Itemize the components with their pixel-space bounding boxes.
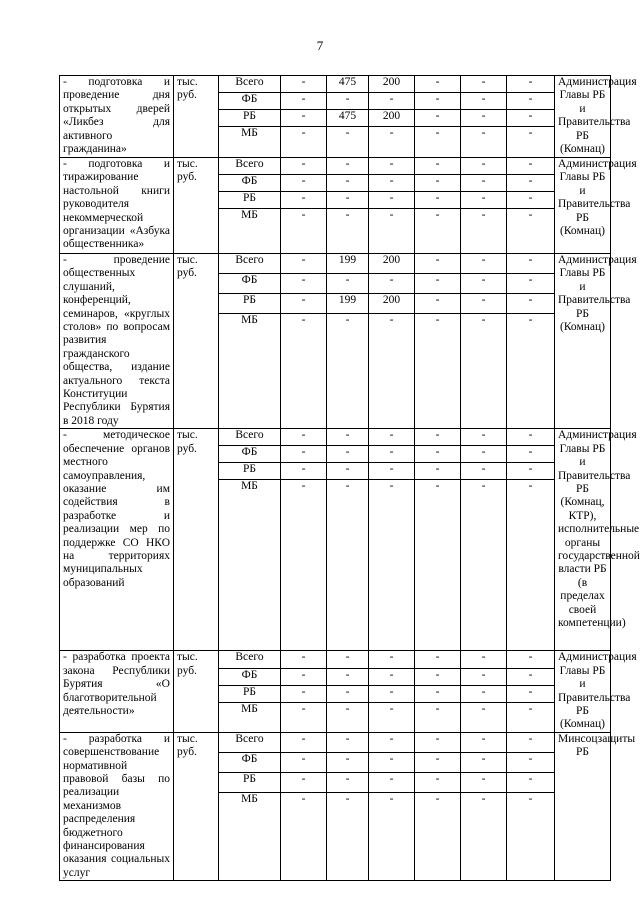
value-cell: -	[281, 773, 327, 793]
value-cell: -	[507, 158, 555, 175]
value-cell: -	[281, 192, 327, 209]
value-cell: -	[369, 313, 415, 429]
responsible-cell: Администрация Главы РБ и Правительства РБ (Комнац)	[555, 76, 611, 158]
value-cell: -	[281, 293, 327, 313]
value-cell: -	[461, 110, 507, 127]
value-cell: -	[507, 293, 555, 313]
value-cell: -	[327, 429, 369, 446]
value-cell: -	[369, 429, 415, 446]
program-activities-table	[59, 75, 640, 881]
value-cell: -	[281, 127, 327, 158]
value-cell: -	[281, 651, 327, 668]
value-cell: 200	[369, 254, 415, 274]
value-cell: -	[507, 668, 555, 685]
value-cell: -	[461, 313, 507, 429]
value-cell: -	[461, 254, 507, 274]
value-cell: -	[415, 685, 461, 702]
unit-cell: тыс. руб.	[174, 254, 219, 429]
value-cell: -	[461, 93, 507, 110]
value-cell: -	[327, 209, 369, 254]
value-cell: -	[369, 732, 415, 752]
value-cell: 199	[327, 293, 369, 313]
value-cell: -	[507, 175, 555, 192]
value-cell: -	[369, 446, 415, 463]
value-cell: -	[281, 209, 327, 254]
value-cell: -	[461, 651, 507, 668]
funding-source-cell: РБ	[219, 293, 281, 313]
value-cell: -	[281, 93, 327, 110]
value-cell: -	[461, 446, 507, 463]
value-cell: -	[461, 703, 507, 733]
value-cell: -	[415, 651, 461, 668]
value-cell: -	[415, 480, 461, 651]
value-cell: -	[461, 773, 507, 793]
value-cell: -	[327, 273, 369, 293]
page-number: 7	[316, 38, 324, 53]
funding-source-cell: ФБ	[219, 752, 281, 772]
value-cell: -	[327, 313, 369, 429]
value-cell: -	[507, 703, 555, 733]
value-cell: -	[461, 732, 507, 752]
value-cell: -	[507, 793, 555, 881]
unit-cell: тыс. руб.	[174, 732, 219, 880]
funding-source-cell: МБ	[219, 703, 281, 733]
value-cell: -	[327, 463, 369, 480]
value-cell: -	[461, 158, 507, 175]
activity-cell: - разработка проекта закона Республики Бурятия «О благотворительной деятельности»	[60, 651, 174, 732]
value-cell: -	[415, 793, 461, 881]
funding-source-cell: Всего	[219, 429, 281, 446]
value-cell: -	[507, 127, 555, 158]
value-cell: -	[507, 110, 555, 127]
responsible-cell: Администрация Главы РБ и Правительства РБ (Комнац)	[555, 651, 611, 732]
funding-source-cell: Всего	[219, 732, 281, 752]
value-cell: -	[415, 732, 461, 752]
funding-source-cell: Всего	[219, 76, 281, 93]
responsible-cell: Администрация Главы РБ и Правительства РБ (Комнац)	[555, 254, 611, 429]
value-cell: -	[281, 110, 327, 127]
funding-source-cell: МБ	[219, 480, 281, 651]
funding-source-cell: РБ	[219, 773, 281, 793]
value-cell: -	[369, 127, 415, 158]
value-cell: -	[415, 127, 461, 158]
value-cell: -	[415, 209, 461, 254]
funding-source-cell: РБ	[219, 110, 281, 127]
value-cell: 475	[327, 76, 369, 93]
value-cell: -	[281, 703, 327, 733]
value-cell: -	[415, 175, 461, 192]
unit-cell: тыс. руб.	[174, 158, 219, 254]
value-cell: -	[415, 446, 461, 463]
value-cell: -	[461, 192, 507, 209]
responsible-cell: Администрация Главы РБ и Правительства РБ (Комнац)	[555, 158, 611, 254]
table-row	[60, 76, 611, 93]
value-cell: -	[415, 463, 461, 480]
value-cell: -	[327, 192, 369, 209]
value-cell: -	[369, 773, 415, 793]
unit-cell: тыс. руб.	[174, 651, 219, 732]
value-cell: -	[415, 773, 461, 793]
funding-source-cell: ФБ	[219, 93, 281, 110]
value-cell: -	[507, 685, 555, 702]
table-row	[60, 158, 611, 175]
funding-source-cell: ФБ	[219, 175, 281, 192]
funding-source-cell: РБ	[219, 463, 281, 480]
responsible-cell: Минсоцзащиты РБ	[555, 732, 611, 880]
value-cell: -	[507, 429, 555, 446]
funding-source-cell: ФБ	[219, 446, 281, 463]
value-cell: -	[281, 668, 327, 685]
value-cell: -	[369, 668, 415, 685]
value-cell: -	[461, 685, 507, 702]
value-cell: -	[415, 313, 461, 429]
value-cell: -	[281, 793, 327, 881]
table-row	[60, 732, 611, 752]
value-cell: -	[507, 480, 555, 651]
value-cell: -	[281, 273, 327, 293]
value-cell: -	[281, 752, 327, 772]
funding-source-cell: МБ	[219, 793, 281, 881]
value-cell: -	[415, 110, 461, 127]
value-cell: -	[369, 209, 415, 254]
table-row	[60, 254, 611, 274]
value-cell: -	[461, 209, 507, 254]
value-cell: -	[369, 752, 415, 772]
value-cell: -	[415, 254, 461, 274]
value-cell: 199	[327, 254, 369, 274]
value-cell: -	[461, 668, 507, 685]
value-cell: -	[369, 793, 415, 881]
funding-source-cell: Всего	[219, 254, 281, 274]
value-cell: 200	[369, 293, 415, 313]
value-cell: -	[507, 76, 555, 93]
value-cell: -	[507, 732, 555, 752]
value-cell: -	[461, 273, 507, 293]
value-cell: -	[327, 703, 369, 733]
value-cell: -	[369, 192, 415, 209]
value-cell: -	[369, 703, 415, 733]
value-cell: -	[507, 254, 555, 274]
value-cell: -	[415, 703, 461, 733]
activity-cell: - методическое обеспечение органов местного самоуправления, оказание им содействия в разработке и реализации мер по поддержке СО НКО на территориях муниципальных образований	[60, 429, 174, 651]
value-cell: -	[507, 651, 555, 668]
value-cell: -	[327, 752, 369, 772]
value-cell: -	[281, 175, 327, 192]
value-cell: 475	[327, 110, 369, 127]
value-cell: -	[369, 175, 415, 192]
value-cell: -	[327, 446, 369, 463]
value-cell: -	[507, 93, 555, 110]
value-cell: -	[327, 668, 369, 685]
value-cell: -	[461, 127, 507, 158]
value-cell: -	[281, 313, 327, 429]
value-cell: -	[327, 175, 369, 192]
value-cell: -	[461, 793, 507, 881]
activity-cell: - проведение общественных слушаний, конференций, семинаров, «круглых столов» по вопросам развития гражданского общества, издание актуального текста Конституции Республики Бурятия в 2018 году	[60, 254, 174, 429]
funding-source-cell: РБ	[219, 192, 281, 209]
value-cell: -	[369, 651, 415, 668]
funding-source-cell: Всего	[219, 158, 281, 175]
value-cell: -	[507, 273, 555, 293]
activity-cell: - разработка и совершенствование нормативной правовой базы по реализации механизмов распределения бюджетного финансирования оказания социальных услуг	[60, 732, 174, 880]
value-cell: -	[281, 446, 327, 463]
value-cell: -	[281, 480, 327, 651]
value-cell: -	[461, 752, 507, 772]
value-cell: -	[369, 685, 415, 702]
value-cell: -	[281, 254, 327, 274]
value-cell: -	[461, 175, 507, 192]
value-cell: -	[507, 313, 555, 429]
responsible-cell: Администрация Главы РБ и Правительства РБ (Комнац, КТР), исполнительные органы государственной власти РБ (в пределах своей компетенции)	[555, 429, 611, 651]
value-cell: -	[507, 192, 555, 209]
value-cell: -	[281, 732, 327, 752]
value-cell: -	[461, 293, 507, 313]
value-cell: -	[327, 773, 369, 793]
funding-source-cell: МБ	[219, 313, 281, 429]
funding-source-cell: МБ	[219, 209, 281, 254]
value-cell: -	[327, 127, 369, 158]
value-cell: -	[507, 446, 555, 463]
funding-source-cell: ФБ	[219, 273, 281, 293]
value-cell: -	[281, 429, 327, 446]
value-cell: -	[461, 480, 507, 651]
value-cell: -	[415, 293, 461, 313]
value-cell: -	[507, 209, 555, 254]
value-cell: -	[369, 463, 415, 480]
value-cell: -	[461, 463, 507, 480]
value-cell: -	[461, 429, 507, 446]
value-cell: -	[415, 192, 461, 209]
value-cell: 200	[369, 110, 415, 127]
value-cell: -	[327, 651, 369, 668]
funding-source-cell: Всего	[219, 651, 281, 668]
activity-cell: - подготовка и тиражирование настольной книги руководителя некоммерческой организации «Азбука общественника»	[60, 158, 174, 254]
value-cell: -	[327, 732, 369, 752]
value-cell: 200	[369, 76, 415, 93]
table-row	[60, 651, 611, 668]
value-cell: -	[415, 752, 461, 772]
activity-cell: - подготовка и проведение дня открытых дверей «Ликбез для активного гражданина»	[60, 76, 174, 158]
value-cell: -	[415, 158, 461, 175]
value-cell: -	[507, 463, 555, 480]
value-cell: -	[415, 429, 461, 446]
value-cell: -	[415, 76, 461, 93]
funding-source-cell: ФБ	[219, 668, 281, 685]
value-cell: -	[507, 773, 555, 793]
value-cell: -	[415, 273, 461, 293]
table-row	[60, 429, 611, 446]
value-cell: -	[327, 158, 369, 175]
value-cell: -	[281, 76, 327, 93]
value-cell: -	[369, 273, 415, 293]
value-cell: -	[369, 158, 415, 175]
value-cell: -	[415, 93, 461, 110]
value-cell: -	[327, 93, 369, 110]
unit-cell: тыс. руб.	[174, 429, 219, 651]
value-cell: -	[327, 793, 369, 881]
funding-source-cell: РБ	[219, 685, 281, 702]
value-cell: -	[327, 685, 369, 702]
funding-source-cell: МБ	[219, 127, 281, 158]
value-cell: -	[281, 158, 327, 175]
value-cell: -	[281, 685, 327, 702]
value-cell: -	[369, 93, 415, 110]
unit-cell: тыс. руб.	[174, 76, 219, 158]
value-cell: -	[369, 480, 415, 651]
value-cell: -	[507, 752, 555, 772]
value-cell: -	[461, 76, 507, 93]
value-cell: -	[415, 668, 461, 685]
value-cell: -	[327, 480, 369, 651]
value-cell: -	[281, 463, 327, 480]
